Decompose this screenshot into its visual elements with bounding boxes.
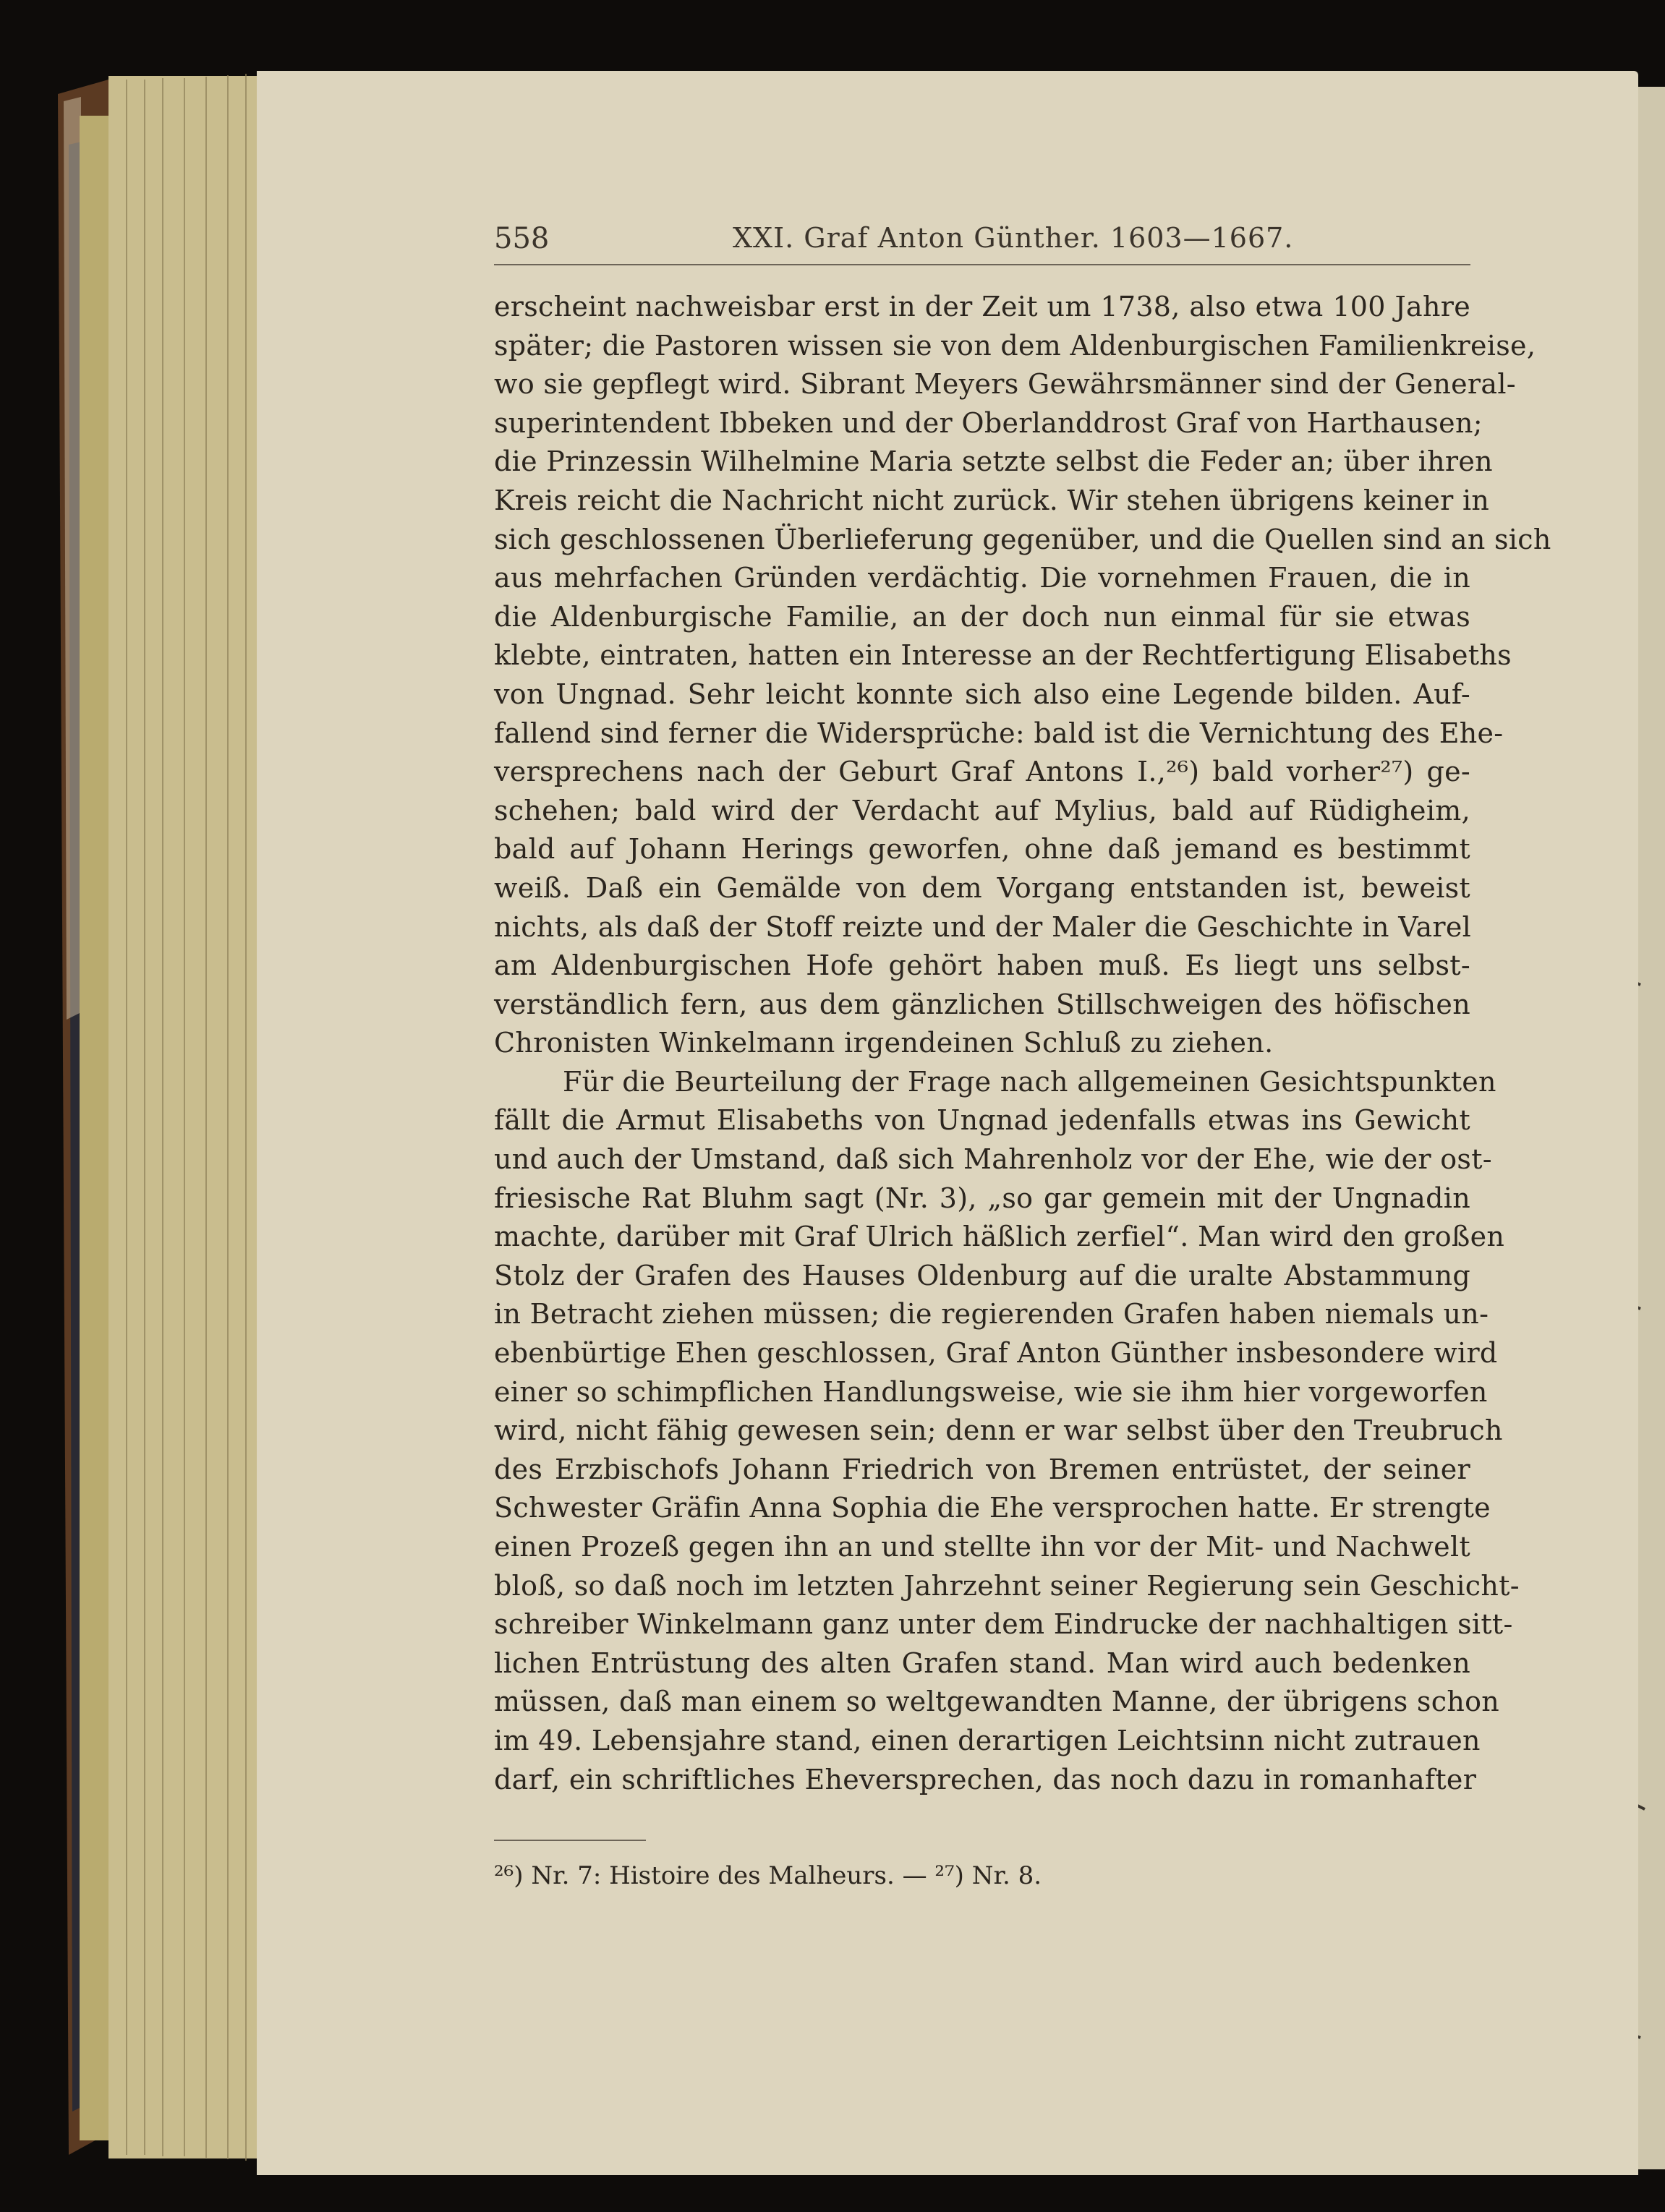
text-line: einen Prozeß gegen ihn an und stellte ihn vor der Mit- und Nachwelt bbox=[494, 1531, 1470, 1563]
text-line: Für die Beurteilung der Frage nach allgemeinen Gesichtspunkten bbox=[563, 1065, 1496, 1098]
text-line: müssen, daß man einem so weltgewandten Manne, der übrigens schon bbox=[494, 1686, 1500, 1718]
text-line: Stolz der Grafen des Hauses Oldenburg auf die uralte Abstammung bbox=[494, 1259, 1470, 1291]
text-line: und auch der Umstand, daß sich Mahrenholz vor der Ehe, wie der ost- bbox=[494, 1143, 1492, 1176]
text-line: bloß, so daß noch im letzten Jahrzehnt seiner Regierung sein Geschicht- bbox=[494, 1569, 1520, 1602]
text-line: superintendent Ibbeken und der Oberlanddrost Graf von Harthausen; bbox=[494, 406, 1483, 439]
text-line: fallend sind ferner die Widersprüche: bald ist die Vernichtung des Ehe- bbox=[494, 717, 1504, 749]
text-line: machte, darüber mit Graf Ulrich häßlich zerfiel“. Man wird den großen bbox=[494, 1221, 1505, 1253]
text-line: einer so schimpflichen Handlungsweise, wie sie ihm hier vorgeworfen bbox=[494, 1375, 1488, 1408]
main-text bbox=[494, 288, 1551, 1799]
footnotes: ²⁶) Nr. 7: Histoire des Malheurs. — ²⁷) Nr. 8. bbox=[494, 1861, 1042, 1890]
text-line: klebte, eintraten, hatten ein Interesse an der Rechtfertigung Elisabeths bbox=[494, 639, 1512, 672]
text-line: von Ungnad. Sehr leicht konnte sich also eine Legende bilden. Auf- bbox=[494, 678, 1470, 710]
running-title: XXI. Graf Anton Günther. 1603—1667. bbox=[733, 222, 1294, 254]
text-line: Schwester Gräfin Anna Sophia die Ehe versprochen hatte. Er strengte bbox=[494, 1492, 1491, 1524]
text-line: Chronisten Winkelmann irgendeinen Schluß zu ziehen. bbox=[494, 1027, 1274, 1059]
text-line: versprechens nach der Geburt Graf Antons I.,²⁶) bald vorher²⁷) ge- bbox=[494, 756, 1470, 788]
text-line: nichts, als daß der Stoff reizte und der Maler die Geschichte in Varel bbox=[494, 910, 1472, 943]
text-line: Kreis reicht die Nachricht nicht zurück. Wir stehen übrigens keiner in bbox=[494, 484, 1490, 516]
page-number: 558 bbox=[494, 222, 550, 255]
text-line: erscheint nachweisbar erst in der Zeit um 1738, also etwa 100 Jahre bbox=[494, 291, 1470, 323]
running-header bbox=[494, 213, 1470, 265]
text-line: am Aldenburgischen Hofe gehört haben muß. Es liegt uns selbst- bbox=[494, 949, 1470, 982]
text-line: des Erzbischofs Johann Friedrich von Bremen entrüstet, der seiner bbox=[494, 1453, 1470, 1485]
text-line: ebenbürtige Ehen geschlossen, Graf Anton Günther insbesondere wird bbox=[494, 1337, 1498, 1370]
adjacent-page bbox=[1636, 87, 1665, 2169]
text-line: die Prinzessin Wilhelmine Maria setzte selbst die Feder an; über ihren bbox=[494, 445, 1493, 478]
text-line: schreiber Winkelmann ganz unter dem Eindrucke der nachhaltigen sitt- bbox=[494, 1608, 1513, 1641]
text-line: verständlich fern, aus dem gänzlichen Stillschweigen des höfischen bbox=[494, 988, 1470, 1020]
text-line: wo sie gepflegt wird. Sibrant Meyers Gewährsmänner sind der General- bbox=[494, 368, 1516, 401]
footnote-rule bbox=[494, 1840, 646, 1841]
text-line: aus mehrfachen Gründen verdächtig. Die vornehmen Frauen, die in bbox=[494, 562, 1470, 594]
text-line: schehen; bald wird der Verdacht auf Mylius, bald auf Rüdigheim, bbox=[494, 794, 1470, 827]
text-line: fällt die Armut Elisabeths von Ungnad jedenfalls etwas ins Gewicht bbox=[494, 1104, 1470, 1137]
text-line: darf, ein schriftliches Eheversprechen, das noch dazu in romanhafter bbox=[494, 1763, 1477, 1795]
text-line: sich geschlossenen Überlieferung gegenüber, und die Quellen sind an sich bbox=[494, 523, 1551, 555]
text-line: später; die Pastoren wissen sie von dem Aldenburgischen Familienkreise, bbox=[494, 329, 1536, 362]
text-line: wird, nicht fähig gewesen sein; denn er war selbst über den Treubruch bbox=[494, 1414, 1503, 1447]
text-line: lichen Entrüstung des alten Grafen stand. Man wird auch bedenken bbox=[494, 1647, 1470, 1679]
text-line: in Betracht ziehen müssen; die regierenden Grafen haben niemals un- bbox=[494, 1298, 1489, 1331]
text-line: die Aldenburgische Familie, an der doch nun einmal für sie etwas bbox=[494, 600, 1470, 633]
text-line: bald auf Johann Herings geworfen, ohne daß jemand es bestimmt bbox=[494, 833, 1470, 866]
text-line: weiß. Daß ein Gemälde von dem Vorgang entstanden ist, beweist bbox=[494, 871, 1470, 904]
text-line: friesische Rat Bluhm sagt (Nr. 3), „so gar gemein mit der Ungnadin bbox=[494, 1182, 1470, 1214]
text-line: im 49. Lebensjahre stand, einen derartigen Leichtsinn nicht zutrauen bbox=[494, 1724, 1481, 1756]
